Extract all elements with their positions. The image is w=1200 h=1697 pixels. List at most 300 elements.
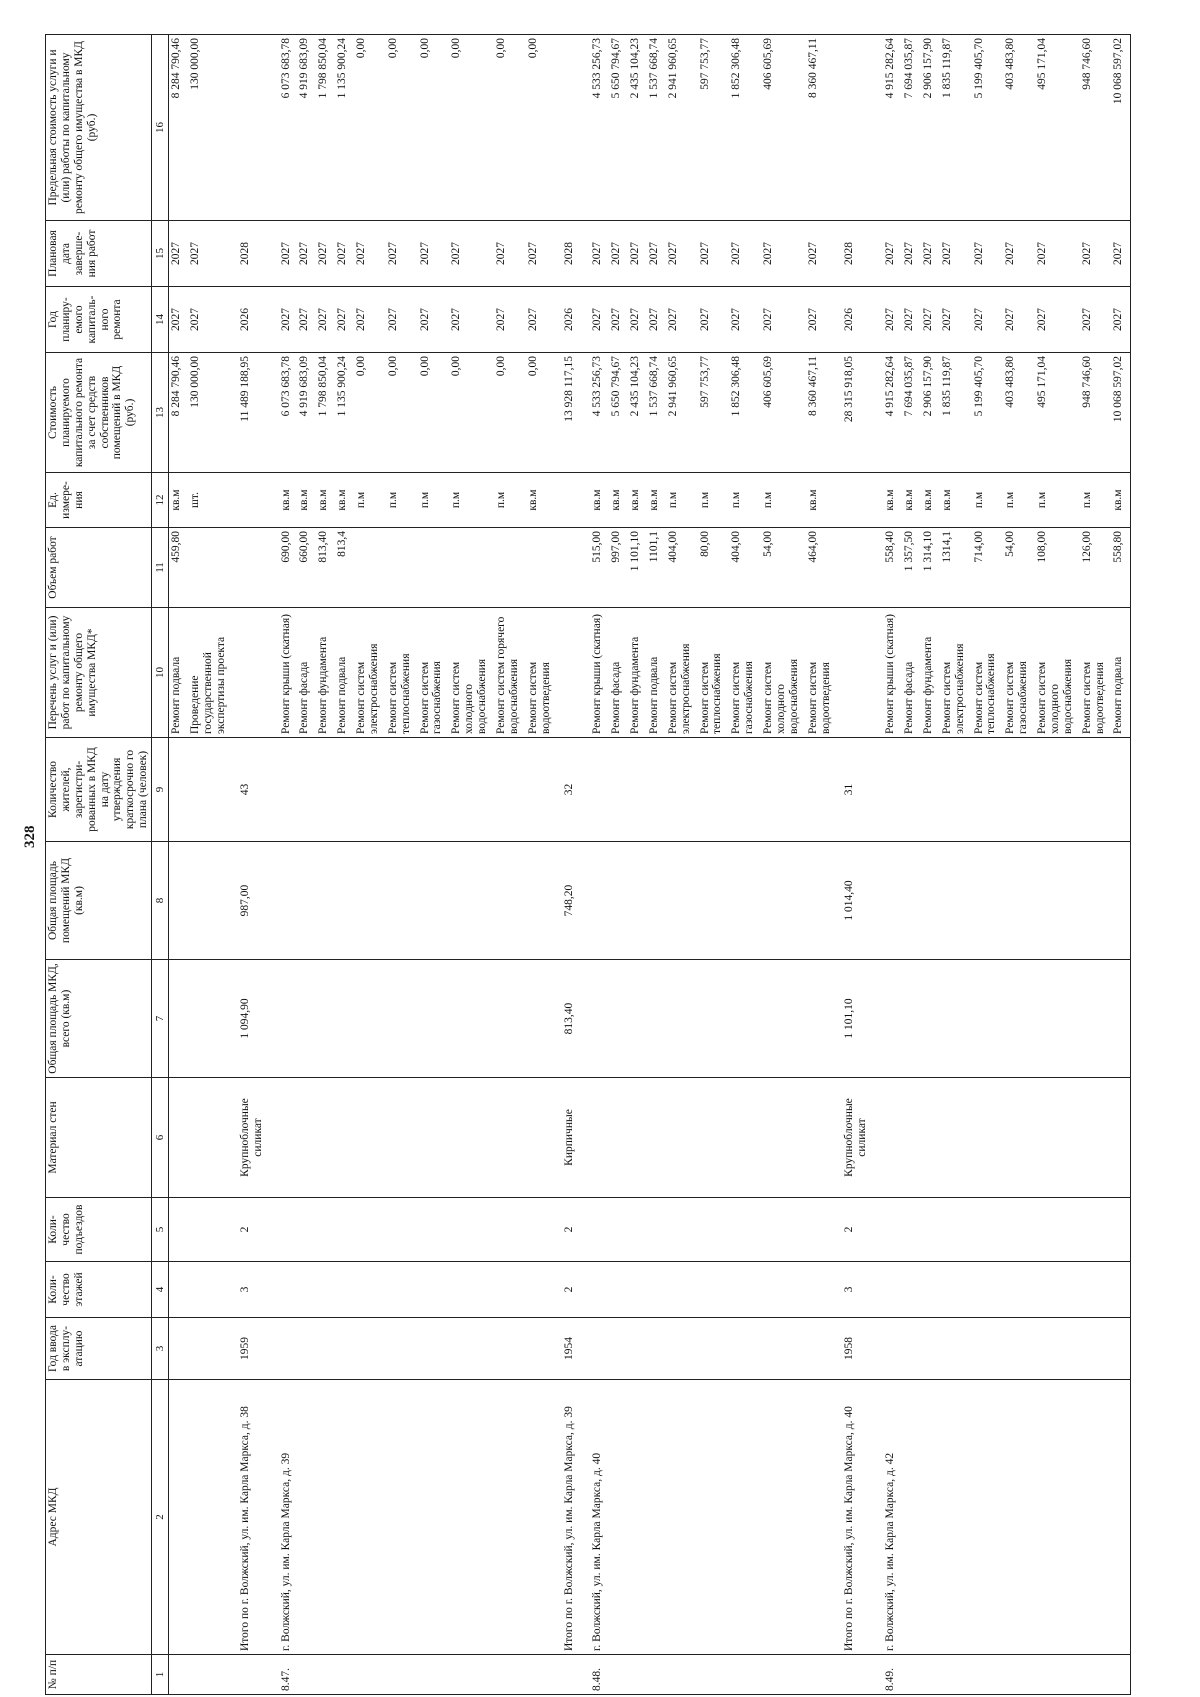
cell-col-13: 6 073 683,78 [266, 353, 298, 473]
cell-col-9 [418, 738, 450, 842]
work-row [418, 35, 450, 1695]
cell-col-3 [335, 1318, 354, 1380]
cell-col-12: п.м [494, 473, 526, 528]
cell-col-5 [386, 1198, 418, 1262]
work-row [666, 35, 698, 1695]
cell-col-8 [316, 842, 335, 960]
cell-col-15: 2027 [609, 221, 628, 287]
cell-col-14: 2027 [1080, 287, 1112, 353]
cell-col-5 [297, 1198, 316, 1262]
cell-col-11: 1 101,10 [628, 528, 647, 608]
cell-col-13: 11 489 188,95 [233, 353, 266, 473]
cell-col-12 [233, 473, 266, 528]
cell-col-12: п.м [698, 473, 730, 528]
cell-col-14: 2027 [647, 287, 666, 353]
cell-col-14: 2027 [609, 287, 628, 353]
cell-col-16: 4 915 282,64 [870, 35, 902, 221]
cell-col-12: кв.м [628, 473, 647, 528]
cell-col-2 [1003, 1380, 1035, 1655]
cell-col-13: 2 435 104,23 [628, 353, 647, 473]
cell-col-6 [188, 1078, 233, 1198]
cell-col-4 [335, 1262, 354, 1318]
cell-col-10: Ремонт систем газоснабжения [729, 608, 761, 738]
cell-col-11: 997,00 [609, 528, 628, 608]
cell-col-10: Ремонт систем горячего водоснабжения [494, 608, 526, 738]
cell-col-12: шт. [188, 473, 233, 528]
cell-col-15: 2027 [266, 221, 298, 287]
cell-col-7 [526, 960, 558, 1078]
cell-col-12: п.м [729, 473, 761, 528]
cell-col-14: 2027 [577, 287, 609, 353]
column-number-15: 15 [152, 221, 169, 287]
cell-col-2 [1035, 1380, 1080, 1655]
cell-col-15: 2027 [1035, 221, 1080, 287]
cell-col-8 [628, 842, 647, 960]
cell-col-3 [628, 1318, 647, 1380]
cell-col-2 [1080, 1380, 1112, 1655]
cell-col-6 [940, 1078, 972, 1198]
cell-col-8 [354, 842, 386, 960]
work-row [1080, 35, 1112, 1695]
cell-col-13: 5 650 794,67 [609, 353, 628, 473]
cell-col-2 [972, 1380, 1004, 1655]
cell-col-3: 1954 [557, 1318, 577, 1380]
cell-col-6 [628, 1078, 647, 1198]
cell-col-15: 2027 [577, 221, 609, 287]
cell-col-9 [870, 738, 902, 842]
cell-col-12: кв.м [921, 473, 940, 528]
cell-col-11: 558,80 [1111, 528, 1130, 608]
repair-plan-table [45, 34, 1131, 1695]
cell-col-5 [870, 1198, 902, 1262]
cell-col-6 [1111, 1078, 1130, 1198]
cell-col-2: г. Волжский, ул. им. Карла Маркса, д. 40 [577, 1380, 609, 1655]
work-row [494, 35, 526, 1695]
cell-col-11: 404,00 [729, 528, 761, 608]
cell-col-12: п.м [666, 473, 698, 528]
cell-col-10: Ремонт фундамента [628, 608, 647, 738]
cell-col-5 [188, 1198, 233, 1262]
cell-col-16: 1 852 306,48 [729, 35, 761, 221]
cell-col-6 [526, 1078, 558, 1198]
cell-col-5 [1111, 1198, 1130, 1262]
cell-col-14: 2027 [1111, 287, 1130, 353]
cell-col-12: п.м [1080, 473, 1112, 528]
cell-col-11 [837, 528, 870, 608]
cell-col-7 [806, 960, 838, 1078]
cell-col-2 [1111, 1380, 1130, 1655]
cell-col-13: 1 537 668,74 [647, 353, 666, 473]
cell-col-15: 2027 [761, 221, 806, 287]
cell-col-13: 948 746,60 [1080, 353, 1112, 473]
cell-col-16: 6 073 683,78 [266, 35, 298, 221]
work-row [647, 35, 666, 1695]
work-row [169, 35, 188, 1695]
cell-col-13: 0,00 [354, 353, 386, 473]
cell-col-4 [188, 1262, 233, 1318]
cell-col-7 [921, 960, 940, 1078]
cell-col-8 [729, 842, 761, 960]
column-number-3: 3 [152, 1318, 169, 1380]
cell-col-8 [335, 842, 354, 960]
cell-col-16: 1 135 900,24 [335, 35, 354, 221]
cell-col-7 [1003, 960, 1035, 1078]
cell-col-13: 495 171,04 [1035, 353, 1080, 473]
cell-col-3 [806, 1318, 838, 1380]
cell-col-6 [972, 1078, 1004, 1198]
cell-col-1 [837, 1655, 870, 1695]
column-header-6: Материал стен [46, 1078, 152, 1198]
cell-col-4 [266, 1262, 298, 1318]
cell-col-4 [316, 1262, 335, 1318]
cell-col-14: 2027 [266, 287, 298, 353]
cell-col-15: 2027 [1080, 221, 1112, 287]
cell-col-4 [729, 1262, 761, 1318]
cell-col-6 [335, 1078, 354, 1198]
cell-col-15: 2027 [698, 221, 730, 287]
cell-col-9 [806, 738, 838, 842]
cell-col-8 [449, 842, 494, 960]
cell-col-3 [870, 1318, 902, 1380]
cell-col-3 [169, 1318, 188, 1380]
cell-col-1 [729, 1655, 761, 1695]
cell-col-16: 597 753,77 [698, 35, 730, 221]
cell-col-12: кв.м [169, 473, 188, 528]
cell-col-1 [698, 1655, 730, 1695]
cell-col-11: 813,4 [335, 528, 354, 608]
cell-col-6 [1035, 1078, 1080, 1198]
cell-col-14: 2027 [449, 287, 494, 353]
cell-col-14: 2027 [169, 287, 188, 353]
cell-col-1 [316, 1655, 335, 1695]
cell-col-8: 748,20 [557, 842, 577, 960]
cell-col-7 [698, 960, 730, 1078]
cell-col-8 [188, 842, 233, 960]
cell-col-5 [940, 1198, 972, 1262]
cell-col-3 [972, 1318, 1004, 1380]
cell-col-15: 2028 [557, 221, 577, 287]
column-header-3: Год ввода в эксплу-атацию [46, 1318, 152, 1380]
cell-col-9 [902, 738, 921, 842]
cell-col-15: 2027 [526, 221, 558, 287]
cell-col-12: кв.м [1111, 473, 1130, 528]
cell-col-4 [386, 1262, 418, 1318]
cell-col-3: 1958 [837, 1318, 870, 1380]
work-row [449, 35, 494, 1695]
cell-col-2 [335, 1380, 354, 1655]
cell-col-3 [297, 1318, 316, 1380]
column-number-16: 16 [152, 35, 169, 221]
cell-col-11 [418, 528, 450, 608]
cell-col-2 [418, 1380, 450, 1655]
cell-col-12: п.м [386, 473, 418, 528]
cell-col-3 [577, 1318, 609, 1380]
work-row [940, 35, 972, 1695]
total-row [233, 35, 266, 1695]
cell-col-9 [1111, 738, 1130, 842]
work-row [628, 35, 647, 1695]
cell-col-16: 7 694 035,87 [902, 35, 921, 221]
cell-col-8 [921, 842, 940, 960]
cell-col-2 [386, 1380, 418, 1655]
cell-col-15: 2027 [297, 221, 316, 287]
cell-col-13: 0,00 [526, 353, 558, 473]
cell-col-5 [806, 1198, 838, 1262]
cell-col-12: п.м [418, 473, 450, 528]
cell-col-7 [449, 960, 494, 1078]
cell-col-6 [494, 1078, 526, 1198]
cell-col-9 [1035, 738, 1080, 842]
cell-col-2 [940, 1380, 972, 1655]
cell-col-13: 10 068 597,02 [1111, 353, 1130, 473]
work-row [316, 35, 335, 1695]
cell-col-14: 2027 [870, 287, 902, 353]
cell-col-2 [666, 1380, 698, 1655]
cell-col-15: 2027 [335, 221, 354, 287]
cell-col-2 [609, 1380, 628, 1655]
cell-col-9: 32 [557, 738, 577, 842]
cell-col-3 [316, 1318, 335, 1380]
cell-col-15: 2027 [1111, 221, 1130, 287]
cell-col-9 [972, 738, 1004, 842]
cell-col-9 [526, 738, 558, 842]
cell-col-12: кв.м [806, 473, 838, 528]
cell-col-7 [647, 960, 666, 1078]
cell-col-11: 1101,1 [647, 528, 666, 608]
cell-col-8 [870, 842, 902, 960]
cell-col-5 [902, 1198, 921, 1262]
address-row [870, 35, 902, 1695]
cell-col-15: 2027 [729, 221, 761, 287]
cell-col-1 [1003, 1655, 1035, 1695]
cell-col-9 [921, 738, 940, 842]
cell-col-7 [666, 960, 698, 1078]
cell-col-11: 108,00 [1035, 528, 1080, 608]
cell-col-11: 80,00 [698, 528, 730, 608]
cell-col-4: 2 [557, 1262, 577, 1318]
cell-col-14: 2026 [837, 287, 870, 353]
cell-col-12: кв.м [940, 473, 972, 528]
cell-col-9 [761, 738, 806, 842]
work-row [297, 35, 316, 1695]
cell-col-5 [921, 1198, 940, 1262]
cell-col-5: 2 [837, 1198, 870, 1262]
column-number-4: 4 [152, 1262, 169, 1318]
column-number-2: 2 [152, 1380, 169, 1655]
cell-col-9 [316, 738, 335, 842]
cell-col-5 [1080, 1198, 1112, 1262]
cell-col-4 [806, 1262, 838, 1318]
work-row [902, 35, 921, 1695]
cell-col-7 [386, 960, 418, 1078]
cell-col-1 [940, 1655, 972, 1695]
cell-col-12: п.м [761, 473, 806, 528]
column-number-5: 5 [152, 1198, 169, 1262]
cell-col-10: Ремонт подвала [647, 608, 666, 738]
cell-col-11: 464,00 [806, 528, 838, 608]
cell-col-13: 2 906 157,90 [921, 353, 940, 473]
cell-col-15: 2027 [972, 221, 1004, 287]
cell-col-8 [1003, 842, 1035, 960]
cell-col-7 [577, 960, 609, 1078]
cell-col-4 [698, 1262, 730, 1318]
cell-col-13: 406 605,69 [761, 353, 806, 473]
cell-col-6 [698, 1078, 730, 1198]
cell-col-10 [837, 608, 870, 738]
cell-col-3 [698, 1318, 730, 1380]
cell-col-8 [297, 842, 316, 960]
cell-col-15: 2027 [316, 221, 335, 287]
cell-col-8 [609, 842, 628, 960]
cell-col-5 [1003, 1198, 1035, 1262]
cell-col-10 [557, 608, 577, 738]
cell-col-10: Ремонт фасада [609, 608, 628, 738]
cell-col-7 [494, 960, 526, 1078]
cell-col-11 [526, 528, 558, 608]
cell-col-3 [647, 1318, 666, 1380]
cell-col-8 [761, 842, 806, 960]
column-number-7: 7 [152, 960, 169, 1078]
cell-col-12: п.м [449, 473, 494, 528]
cell-col-2 [169, 1380, 188, 1655]
cell-col-7 [870, 960, 902, 1078]
cell-col-7 [902, 960, 921, 1078]
cell-col-6 [921, 1078, 940, 1198]
cell-col-3 [526, 1318, 558, 1380]
cell-col-15: 2027 [188, 221, 233, 287]
column-header-14: Год планиру-емого капиталь-ного ремонта [46, 287, 152, 353]
cell-col-9 [188, 738, 233, 842]
cell-col-16: 2 906 157,90 [921, 35, 940, 221]
cell-col-11: 515,00 [577, 528, 609, 608]
cell-col-1 [233, 1655, 266, 1695]
cell-col-9 [729, 738, 761, 842]
cell-col-4 [418, 1262, 450, 1318]
cell-col-13: 403 483,80 [1003, 353, 1035, 473]
cell-col-10: Ремонт подвала [1111, 608, 1130, 738]
cell-col-10: Ремонт крыши (скатная) [870, 608, 902, 738]
cell-col-14: 2027 [526, 287, 558, 353]
cell-col-13: 8 360 467,11 [806, 353, 838, 473]
cell-col-12: п.м [972, 473, 1004, 528]
cell-col-16: 0,00 [386, 35, 418, 221]
cell-col-9 [169, 738, 188, 842]
work-row [188, 35, 233, 1695]
cell-col-2 [188, 1380, 233, 1655]
cell-col-2: Итого по г. Волжский, ул. им. Карла Маркса, д. 39 [557, 1380, 577, 1655]
cell-col-1: 8.48. [577, 1655, 609, 1695]
cell-col-15: 2027 [628, 221, 647, 287]
cell-col-16: 1 798 850,04 [316, 35, 335, 221]
cell-col-2 [526, 1380, 558, 1655]
cell-col-4 [449, 1262, 494, 1318]
cell-col-7 [972, 960, 1004, 1078]
cell-col-9 [1080, 738, 1112, 842]
cell-col-6 [870, 1078, 902, 1198]
work-row [972, 35, 1004, 1695]
total-row [837, 35, 870, 1695]
cell-col-14: 2027 [335, 287, 354, 353]
column-header-5: Коли-чество подъездов [46, 1198, 152, 1262]
cell-col-1 [628, 1655, 647, 1695]
cell-col-10: Ремонт фундамента [316, 608, 335, 738]
cell-col-6 [647, 1078, 666, 1198]
cell-col-11 [386, 528, 418, 608]
cell-col-4 [1111, 1262, 1130, 1318]
cell-col-10: Ремонт фасада [297, 608, 316, 738]
cell-col-11 [354, 528, 386, 608]
cell-col-13: 4 915 282,64 [870, 353, 902, 473]
cell-col-6 [386, 1078, 418, 1198]
work-row [698, 35, 730, 1695]
cell-col-16: 0,00 [449, 35, 494, 221]
cell-col-8 [666, 842, 698, 960]
cell-col-10: Ремонт крыши (скатная) [266, 608, 298, 738]
cell-col-4 [297, 1262, 316, 1318]
cell-col-9 [577, 738, 609, 842]
cell-col-4 [494, 1262, 526, 1318]
cell-col-7 [628, 960, 647, 1078]
cell-col-5: 2 [557, 1198, 577, 1262]
cell-col-10: Ремонт систем холодного водоснабжения [449, 608, 494, 738]
column-header-11: Объем работ [46, 528, 152, 608]
header-row [46, 35, 152, 1695]
cell-col-3 [666, 1318, 698, 1380]
cell-col-2: г. Волжский, ул. им. Карла Маркса, д. 42 [870, 1380, 902, 1655]
column-header-4: Коли-чество этажей [46, 1262, 152, 1318]
cell-col-15: 2027 [418, 221, 450, 287]
cell-col-3 [921, 1318, 940, 1380]
cell-col-5 [266, 1198, 298, 1262]
cell-col-7 [169, 960, 188, 1078]
cell-col-1: 8.49. [870, 1655, 902, 1695]
cell-col-16 [837, 35, 870, 221]
cell-col-3 [1080, 1318, 1112, 1380]
cell-col-4 [921, 1262, 940, 1318]
cell-col-14: 2027 [761, 287, 806, 353]
cell-col-14: 2027 [1003, 287, 1035, 353]
cell-col-13: 1 798 850,04 [316, 353, 335, 473]
cell-col-1 [609, 1655, 628, 1695]
column-number-14: 14 [152, 287, 169, 353]
cell-col-13: 1 852 306,48 [729, 353, 761, 473]
cell-col-8 [940, 842, 972, 960]
cell-col-9: 31 [837, 738, 870, 842]
cell-col-10: Ремонт систем теплоснабжения [698, 608, 730, 738]
cell-col-8 [418, 842, 450, 960]
cell-col-7: 1 094,90 [233, 960, 266, 1078]
cell-col-13: 0,00 [386, 353, 418, 473]
cell-col-10: Ремонт подвала [335, 608, 354, 738]
cell-col-1 [557, 1655, 577, 1695]
cell-col-10: Ремонт систем электроснабжения [940, 608, 972, 738]
cell-col-5 [972, 1198, 1004, 1262]
cell-col-5 [647, 1198, 666, 1262]
cell-col-4 [354, 1262, 386, 1318]
cell-col-6 [666, 1078, 698, 1198]
cell-col-8 [1111, 842, 1130, 960]
cell-col-14: 2027 [494, 287, 526, 353]
column-number-1: 1 [152, 1655, 169, 1695]
cell-col-15: 2027 [806, 221, 838, 287]
work-row [1111, 35, 1130, 1695]
cell-col-1: 8.47. [266, 1655, 298, 1695]
cell-col-9 [386, 738, 418, 842]
cell-col-5 [335, 1198, 354, 1262]
cell-col-4 [647, 1262, 666, 1318]
cell-col-8 [526, 842, 558, 960]
cell-col-12: п.м [1035, 473, 1080, 528]
